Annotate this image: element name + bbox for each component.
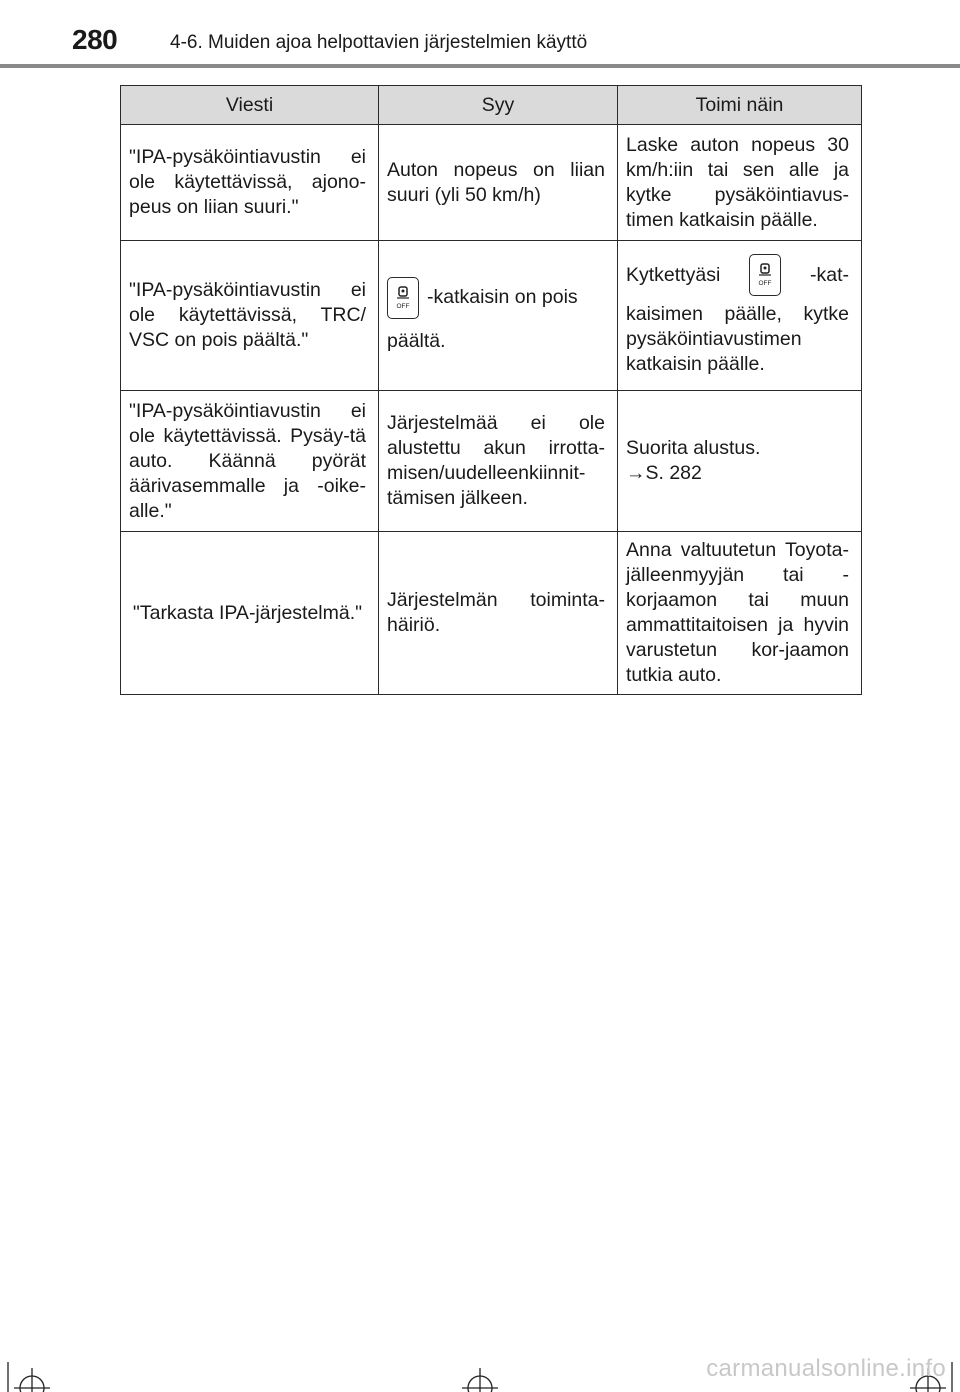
action-cell: Anna valtuutetun Toyota-jälleenmyyjän tai -korjaamon tai muun ammattitaitoisen ja hyvin varustetun kor-jaamon tutkia auto. [618, 532, 862, 695]
message-table [120, 85, 862, 695]
table-row [121, 125, 862, 241]
action-text: Kytkettyäsi [626, 263, 721, 286]
table-row [121, 241, 862, 391]
action-cell: Laske auton nopeus 30 km/h:iin tai sen alle ja kytke pysäköintiavus-timen katkaisin päälle. [618, 125, 862, 241]
cause-text-line2: päältä. [387, 330, 446, 352]
cause-cell: Auton nopeus on liian suuri (yli 50 km/h) [379, 125, 618, 241]
cause-cell [379, 241, 618, 391]
cause-text: -katkaisin on pois [427, 286, 578, 309]
action-cell [618, 241, 862, 391]
action-text-suffix: -kat- [809, 263, 849, 286]
message-cell: "IPA-pysäköintiavustin ei ole käytettävissä. Pysäy-tä auto. Käännä pyörät äärivasemmalle ja -oike-alle." [121, 391, 379, 532]
column-header-message: Viesti [121, 86, 379, 125]
table-row [121, 391, 862, 532]
action-text: Suorita alustus. [626, 437, 761, 459]
table-header-row [121, 86, 862, 125]
cause-cell: Järjestelmää ei ole alustettu akun irrotta-misen/uudelleenkiinnit-tämisen jälkeen. [379, 391, 618, 532]
page-number: 280 [72, 24, 118, 55]
message-cell: "IPA-pysäköintiavustin ei ole käytettävissä, ajono-peus on liian suuri." [121, 125, 379, 241]
message-cell: "Tarkasta IPA-järjestelmä." [121, 532, 379, 695]
ipa-off-label: OFF [758, 280, 772, 287]
ipa-off-label: OFF [396, 303, 410, 310]
table-row [121, 532, 862, 695]
ipa-off-switch-icon [749, 254, 781, 296]
watermark: carmanualsonline.info [706, 1355, 946, 1382]
cause-cell: Järjestelmän toiminta-häiriö. [379, 532, 618, 695]
column-header-cause: Syy [379, 86, 618, 125]
ipa-off-switch-icon [387, 277, 419, 319]
column-header-action: Toimi näin [618, 86, 862, 125]
page-header [0, 0, 960, 70]
header-divider [0, 64, 960, 68]
action-cell [618, 391, 862, 532]
section-title: 4-6. Muiden ajoa helpottavien järjestelmien käyttö [170, 32, 588, 53]
page-reference[interactable]: →S. 282 [626, 462, 702, 484]
action-text-line2: kaisimen päälle, kytke pysäköintiavustimen katkaisin päälle. [626, 303, 849, 375]
message-cell: "IPA-pysäköintiavustin ei ole käytettävissä, TRC/ VSC on pois päältä." [121, 241, 379, 391]
